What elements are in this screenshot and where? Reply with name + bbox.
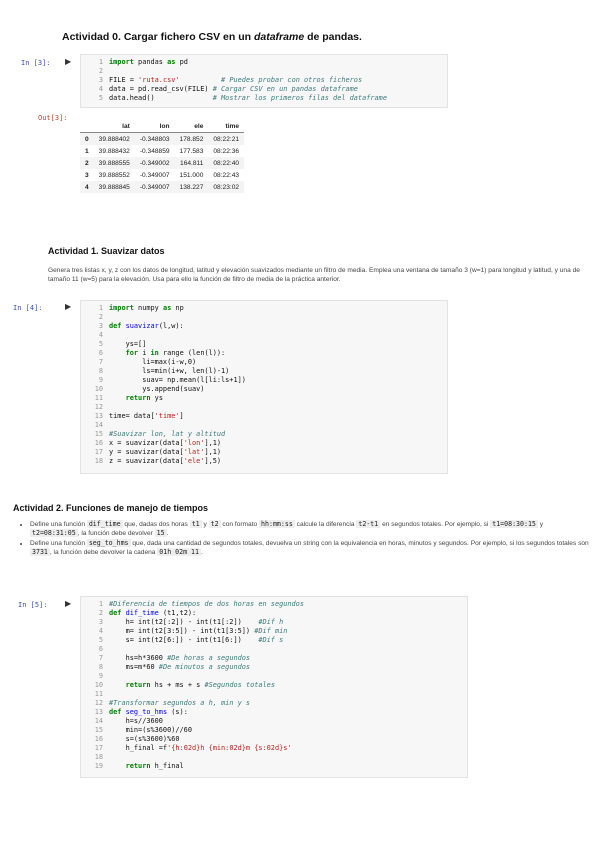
table-cell: -0.348859	[139, 147, 170, 155]
code-token: suav= np.mean(l[li:ls+1])	[109, 376, 246, 384]
code-token: for	[125, 349, 139, 357]
line-number: 12	[94, 699, 103, 707]
section2-bullets	[20, 520, 592, 558]
line-number: 14	[94, 421, 103, 429]
line-number: 5	[98, 94, 103, 102]
code-token: (t1,t2):	[158, 609, 197, 617]
code-line	[81, 430, 225, 439]
row-index: 3	[85, 171, 89, 179]
table-header-cell: lon	[135, 120, 175, 133]
code-line	[81, 654, 250, 663]
code-token: # Cargar CSV en un pandas dataframe	[212, 85, 358, 93]
table-cell: 08:23:02	[213, 183, 240, 191]
line-number: 7	[98, 358, 103, 366]
code-token: #Suavizar lon, lat y altitud	[109, 430, 226, 438]
code-line	[81, 744, 292, 753]
run-cell-icon[interactable]: ▶	[65, 302, 72, 311]
table-cell: 39.888555	[98, 159, 130, 167]
code-line	[81, 645, 109, 654]
line-number: 6	[98, 349, 103, 357]
bullet-seg-to-hms: • Define una función seg_to_hms que, dada una cantidad de segundos totales, devuelva un string con la equivalencia en horas, minutos y segundos. Por ejemplo, si los segundos totales son 3731 , la función debe devolver la cadena 01h 02m 11 .	[30, 539, 592, 557]
line-number: 8	[98, 663, 103, 671]
line-number: 4	[98, 627, 103, 635]
code-token: #Diferencia de tiempos de dos horas en segundos	[109, 600, 304, 608]
code-token: 'lat'	[183, 448, 205, 456]
code-token: ],5)	[204, 457, 222, 465]
table-cell: -0.349002	[139, 159, 170, 167]
code-token: def	[109, 609, 122, 617]
code-line	[81, 627, 287, 636]
line-number: 1	[98, 600, 103, 608]
line-number: 1	[98, 58, 103, 66]
code-token: #Segundos totales	[204, 681, 275, 689]
line-number: 16	[94, 735, 103, 743]
table-cell: 39.888552	[98, 171, 130, 179]
code-token: #Transformar segundos a h, min y s	[109, 699, 251, 707]
table-cell: 178.852	[179, 135, 204, 143]
code-token: #Dif s	[258, 636, 284, 644]
row-index: 0	[85, 135, 89, 143]
code-line	[81, 762, 184, 771]
line-number: 6	[98, 645, 103, 653]
code-token: in	[150, 349, 159, 357]
code-line	[81, 331, 109, 340]
section1-title: Actividad 1. Suavizar datos	[48, 246, 165, 256]
line-number: 11	[94, 690, 103, 698]
line-number: 13	[94, 708, 103, 716]
cell-prompt-in: In [3]:	[21, 59, 51, 67]
table-row	[80, 145, 244, 157]
code-token: 'ele'	[183, 457, 205, 465]
code-line	[81, 457, 221, 466]
code-token: ],1)	[204, 448, 222, 456]
line-number: 7	[98, 654, 103, 662]
code-line	[81, 753, 109, 762]
code-token: suavizar	[125, 322, 159, 330]
code-line	[81, 67, 109, 76]
code-cell[interactable]	[80, 300, 448, 474]
code-token: time= data[	[109, 412, 155, 420]
code-line	[81, 58, 188, 67]
line-number: 19	[94, 762, 103, 770]
line-number: 17	[94, 448, 103, 456]
code-cell[interactable]	[80, 596, 468, 778]
line-number: 12	[94, 403, 103, 411]
line-number: 14	[94, 717, 103, 725]
code-line	[81, 349, 225, 358]
code-token: ],1)	[204, 439, 222, 447]
table-header-cell: time	[208, 120, 244, 133]
code-token: 'lon'	[183, 439, 205, 447]
row-index: 1	[85, 147, 89, 155]
line-number: 10	[94, 385, 103, 393]
code-line	[81, 717, 163, 726]
table-cell: 39.888402	[98, 135, 130, 143]
code-token: seg_to_hms	[125, 708, 168, 716]
line-number: 11	[94, 394, 103, 402]
code-token: data.head()	[109, 94, 155, 102]
section2-title: Actividad 2. Funciones de manejo de tiempos	[13, 503, 209, 513]
table-header-cell: lat	[94, 120, 135, 133]
bullet-dif-time: • Define una función dif_time que, dadas dos horas t1 y t2 con formato hh:mm:ss calcule la diferencia t2-t1 en segundos totales. Por ejemplo, si t1=08:30:15 y t2=08:31:05 , la función debe devolver 15 .	[30, 520, 592, 538]
run-cell-icon[interactable]: ▶	[65, 57, 72, 66]
code-line	[81, 699, 250, 708]
code-token: ys.append(suav)	[109, 385, 205, 393]
code-token: def	[109, 322, 122, 330]
table-row	[80, 169, 244, 181]
code-cell[interactable]	[80, 54, 448, 108]
code-token: #Dif min	[254, 627, 288, 635]
line-number: 4	[98, 331, 103, 339]
table-row	[80, 157, 244, 169]
code-token: FILE =	[109, 76, 139, 84]
code-line	[81, 708, 188, 717]
code-token	[109, 681, 126, 689]
line-number: 2	[98, 67, 103, 75]
code-token: (s):	[167, 708, 188, 716]
table-cell: 39.888432	[98, 147, 130, 155]
table-cell: 164.811	[180, 159, 204, 167]
table-cell: 177.583	[179, 147, 204, 155]
code-line	[81, 403, 109, 412]
code-token: as	[167, 58, 176, 66]
code-token: hs=h*3600	[109, 654, 168, 662]
code-token: import	[109, 58, 134, 66]
code-token: def	[109, 708, 122, 716]
code-token: #De minutos a segundos	[158, 663, 251, 671]
code-line	[81, 672, 109, 681]
code-line	[81, 376, 246, 385]
code-token: 'ruta.csv'	[138, 76, 180, 84]
code-token: x = suavizar(data[	[109, 439, 184, 447]
code-token: return	[125, 394, 151, 402]
code-line	[81, 726, 192, 735]
code-line	[81, 340, 146, 349]
code-line	[81, 663, 250, 672]
line-number: 1	[98, 304, 103, 312]
line-number: 3	[98, 76, 103, 84]
code-token: 'time'	[154, 412, 180, 420]
code-line	[81, 322, 184, 331]
code-token: # Puedes probar con otros ficheros	[221, 76, 363, 84]
code-line	[81, 448, 221, 457]
code-line	[81, 385, 204, 394]
code-line	[81, 76, 362, 85]
code-line	[81, 304, 184, 313]
line-number: 15	[94, 726, 103, 734]
code-token: hs + ms + s	[150, 681, 205, 689]
line-number: 10	[94, 681, 103, 689]
line-number: 8	[98, 367, 103, 375]
code-token: h_final	[150, 762, 184, 770]
code-token: data = pd.read_csv(FILE)	[109, 85, 213, 93]
code-line	[81, 85, 358, 94]
code-token: import	[109, 304, 134, 312]
code-token: #Dif h	[258, 618, 284, 626]
table-row	[80, 181, 244, 193]
cell-prompt-in: In [5]:	[18, 601, 48, 609]
cell-prompt-in: In [4]:	[13, 304, 43, 312]
code-token: h=s//3600	[109, 717, 163, 725]
code-token: li=max(i-w,0)	[109, 358, 197, 366]
table-header-cell: ele	[175, 120, 209, 133]
line-number: 13	[94, 412, 103, 420]
code-token: pandas	[133, 58, 168, 66]
line-number: 5	[98, 636, 103, 644]
code-token: ys	[150, 394, 163, 402]
code-token: ys=[]	[109, 340, 147, 348]
code-token: h= int(t2[:2]) - int(t1[:2])	[109, 618, 259, 626]
line-number: 17	[94, 744, 103, 752]
line-number: 4	[98, 85, 103, 93]
code-token: s= int(t2[6:]) - int(t1[6:])	[109, 636, 259, 644]
code-token: h_final =f	[109, 744, 168, 752]
table-row	[80, 133, 244, 146]
code-line	[81, 421, 109, 430]
code-line	[81, 735, 180, 744]
code-token: ]	[179, 412, 184, 420]
code-line	[81, 94, 387, 103]
table-cell: 138.227	[179, 183, 204, 191]
table-cell: -0.349007	[139, 183, 170, 191]
code-token: dif_time	[125, 609, 159, 617]
code-token: s=(s%3600)%60	[109, 735, 180, 743]
line-number: 18	[94, 753, 103, 761]
table-header-cell	[80, 120, 94, 133]
code-token: pd	[175, 58, 188, 66]
code-token: z = suavizar(data[	[109, 457, 184, 465]
code-token	[109, 394, 126, 402]
run-cell-icon[interactable]: ▶	[65, 599, 72, 608]
code-token: ms=m*60	[109, 663, 159, 671]
code-line	[81, 412, 184, 421]
code-token: min=(s%3600)//60	[109, 726, 192, 734]
line-number: 9	[98, 376, 103, 384]
table-cell: 08:22:36	[213, 147, 240, 155]
line-number: 18	[94, 457, 103, 465]
line-number: 15	[94, 430, 103, 438]
table-cell: 08:22:43	[213, 171, 240, 179]
dataframe-table	[80, 120, 244, 193]
code-token: return	[125, 681, 151, 689]
code-token: '{h:02d}h {min:02d}m {s:02d}s'	[167, 744, 292, 752]
line-number: 2	[98, 609, 103, 617]
code-line	[81, 636, 283, 645]
code-token	[109, 762, 126, 770]
code-token: np	[171, 304, 184, 312]
table-cell: 08:22:21	[213, 135, 240, 143]
code-line	[81, 439, 221, 448]
code-token: i	[138, 349, 151, 357]
code-token: range (len(l)):	[158, 349, 226, 357]
line-number: 16	[94, 439, 103, 447]
code-token: as	[162, 304, 172, 312]
code-token: (l,w):	[158, 322, 184, 330]
code-line	[81, 609, 196, 618]
code-token: ls=min(i+w, len(l)-1)	[109, 367, 230, 375]
code-token: y = suavizar(data[	[109, 448, 184, 456]
code-token	[180, 76, 222, 84]
code-line	[81, 367, 229, 376]
code-line	[81, 681, 275, 690]
line-number: 2	[98, 313, 103, 321]
code-token	[109, 349, 126, 357]
code-token: # Mostrar los primeros filas del dataframe	[212, 94, 387, 102]
section0-title: Actividad 0. Cargar fichero CSV en un dataframe de pandas.	[62, 31, 362, 43]
line-number: 3	[98, 322, 103, 330]
line-number: 5	[98, 340, 103, 348]
line-number: 3	[98, 618, 103, 626]
section1-description: Genera tres listas x, y, z con los datos de longitud, latitud y elevación suavizados mediante un filtro de media. Emplea una ventana de tamaño 3 (w=1) para longitud y latitud, y una de tamaño 11 (w=5) para la elevación. Usa para ello la función de filtro de media de la práctica anterior.	[48, 267, 580, 283]
cell-prompt-out: Out[3]:	[38, 114, 68, 122]
code-line	[81, 600, 304, 609]
code-token: return	[125, 762, 151, 770]
code-token: numpy	[133, 304, 163, 312]
row-index: 4	[85, 183, 89, 191]
code-token	[155, 94, 213, 102]
code-line	[81, 618, 283, 627]
row-index: 2	[85, 159, 89, 167]
code-line	[81, 690, 109, 699]
code-line	[81, 358, 196, 367]
code-token: m= int(t2[3:5]) - int(t1[3:5])	[109, 627, 255, 635]
table-cell: -0.349007	[139, 171, 170, 179]
table-cell: 08:22:40	[213, 159, 240, 167]
table-cell: 39.888845	[98, 183, 130, 191]
code-line	[81, 313, 109, 322]
line-number: 9	[98, 672, 103, 680]
table-cell: -0.348803	[139, 135, 170, 143]
table-cell: 151.000	[179, 171, 204, 179]
code-token: #De horas a segundos	[167, 654, 251, 662]
code-line	[81, 394, 163, 403]
